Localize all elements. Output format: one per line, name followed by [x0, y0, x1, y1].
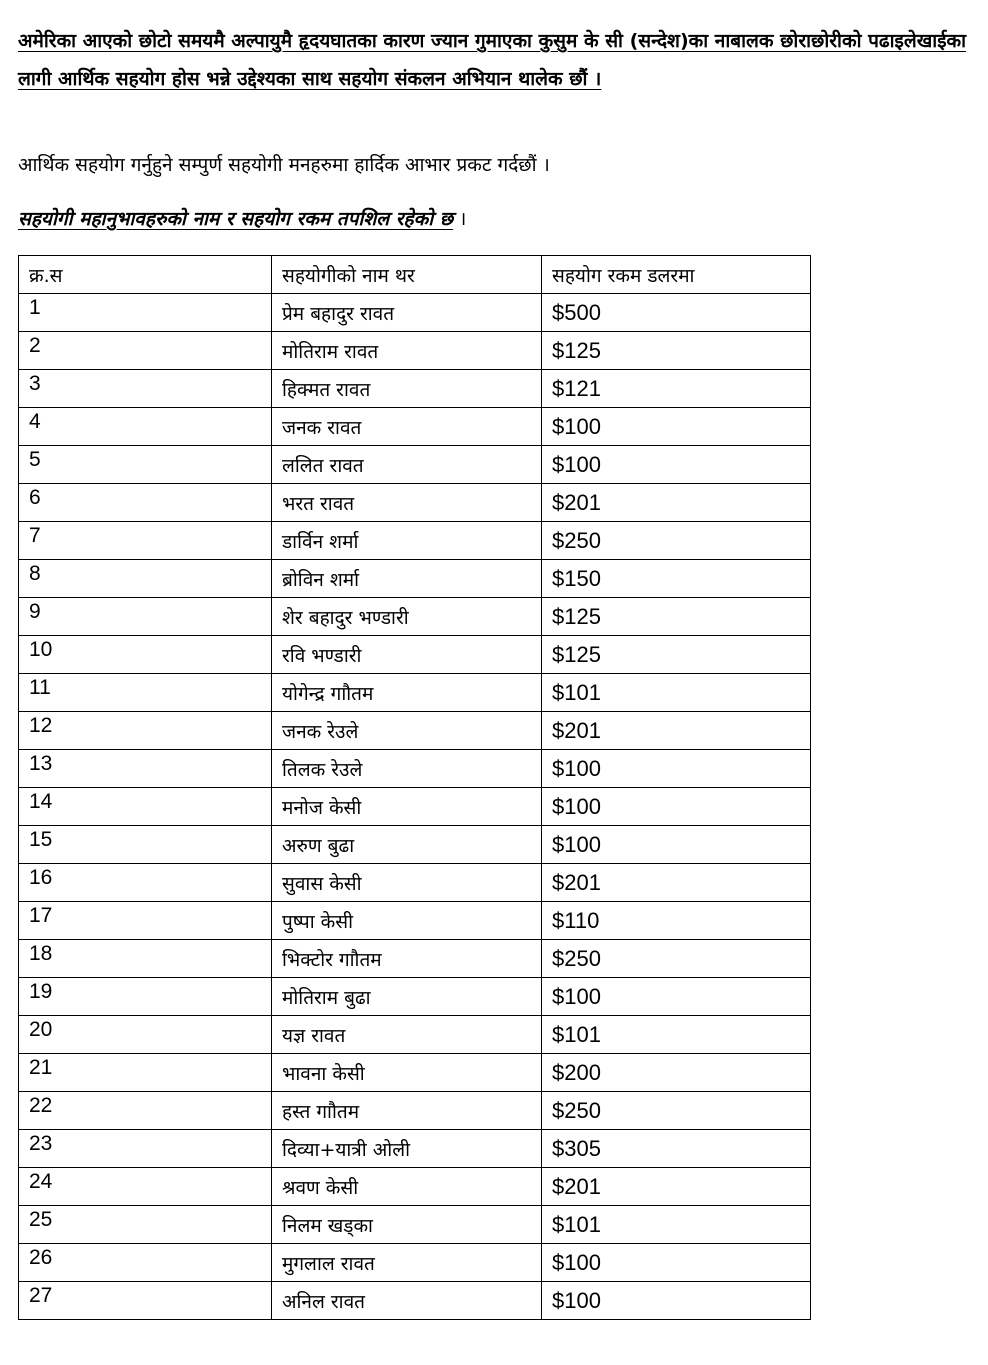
serial-number-cell: 5: [19, 446, 272, 484]
donor-name-cell: यज्ञ रावत: [272, 1016, 542, 1054]
donor-name-cell: शेर बहादुर भण्डारी: [272, 598, 542, 636]
table-row: [19, 522, 811, 560]
donation-amount-cell: $201: [542, 1168, 811, 1206]
donation-amount-cell: $100: [542, 1244, 811, 1282]
donation-amount-cell: $100: [542, 826, 811, 864]
serial-number-cell: 2: [19, 332, 272, 370]
donor-name-cell: तिलक रेउले: [272, 750, 542, 788]
donor-name-cell: जनक रेउले: [272, 712, 542, 750]
donor-name-cell: हिक्मत रावत: [272, 370, 542, 408]
donor-name-cell: मोतिराम बुढा: [272, 978, 542, 1016]
donation-amount-cell: $250: [542, 522, 811, 560]
serial-number-cell: 7: [19, 522, 272, 560]
donation-amount-cell: $101: [542, 674, 811, 712]
donation-amount-cell: $100: [542, 788, 811, 826]
header-serial-number: क्र.स: [19, 256, 272, 294]
donor-name-cell: मुगलाल रावत: [272, 1244, 542, 1282]
donor-name-cell: प्रेम बहादुर रावत: [272, 294, 542, 332]
table-row: [19, 940, 811, 978]
donation-amount-cell: $201: [542, 864, 811, 902]
serial-number-cell: 17: [19, 902, 272, 940]
serial-number-cell: 10: [19, 636, 272, 674]
donation-amount-cell: $101: [542, 1016, 811, 1054]
donor-name-cell: रवि भण्डारी: [272, 636, 542, 674]
table-body: [19, 294, 811, 1320]
donor-name-cell: मोतिराम रावत: [272, 332, 542, 370]
table-row: [19, 1092, 811, 1130]
table-row: [19, 712, 811, 750]
serial-number-cell: 9: [19, 598, 272, 636]
table-row: [19, 1244, 811, 1282]
serial-number-cell: 23: [19, 1130, 272, 1168]
serial-number-cell: 19: [19, 978, 272, 1016]
serial-number-cell: 16: [19, 864, 272, 902]
donation-amount-cell: $100: [542, 1282, 811, 1320]
serial-number-cell: 13: [19, 750, 272, 788]
table-row: [19, 750, 811, 788]
donation-amount-cell: $125: [542, 636, 811, 674]
donation-amount-cell: $305: [542, 1130, 811, 1168]
donation-amount-cell: $100: [542, 446, 811, 484]
serial-number-cell: 18: [19, 940, 272, 978]
table-row: [19, 598, 811, 636]
table-row: [19, 788, 811, 826]
table-header-row: [19, 256, 811, 294]
serial-number-cell: 14: [19, 788, 272, 826]
serial-number-cell: 3: [19, 370, 272, 408]
donor-name-cell: भिक्टोर गाौतम: [272, 940, 542, 978]
donation-amount-cell: $100: [542, 408, 811, 446]
donor-name-cell: पुष्पा केसी: [272, 902, 542, 940]
serial-number-cell: 15: [19, 826, 272, 864]
table-row: [19, 674, 811, 712]
table-row: [19, 408, 811, 446]
donation-amount-cell: $150: [542, 560, 811, 598]
donor-name-cell: निलम खड्का: [272, 1206, 542, 1244]
donation-amount-cell: $250: [542, 940, 811, 978]
table-row: [19, 1206, 811, 1244]
donation-amount-cell: $125: [542, 332, 811, 370]
table-row: [19, 1168, 811, 1206]
serial-number-cell: 22: [19, 1092, 272, 1130]
table-row: [19, 560, 811, 598]
donation-amount-cell: $200: [542, 1054, 811, 1092]
serial-number-cell: 21: [19, 1054, 272, 1092]
donor-name-cell: ब्रोविन शर्मा: [272, 560, 542, 598]
donation-amount-cell: $125: [542, 598, 811, 636]
serial-number-cell: 6: [19, 484, 272, 522]
serial-number-cell: 26: [19, 1244, 272, 1282]
table-heading: [18, 204, 466, 234]
donation-amount-cell: $101: [542, 1206, 811, 1244]
table-row: [19, 446, 811, 484]
intro-paragraph: अमेरिका आएको छोटो समयमै अल्पायुमै हृदयघातका कारण ज्यान गुमाएका कुसुम के सी (सन्देश)का नाबालक छोराछोरीको पढाइलेखाईका लागी आर्थिक सहयोग होस भन्ने उद्देश्यका साथ सहयोग संकलन अभियान थालेक छौं ।: [18, 30, 967, 90]
table-row: [19, 902, 811, 940]
donor-name-cell: मनोज केसी: [272, 788, 542, 826]
table-row: [19, 484, 811, 522]
donor-table: [18, 255, 811, 1320]
table-row: [19, 826, 811, 864]
donation-amount-cell: $121: [542, 370, 811, 408]
donor-name-cell: जनक रावत: [272, 408, 542, 446]
table-row: [19, 1016, 811, 1054]
serial-number-cell: 4: [19, 408, 272, 446]
table-heading-text: सहयोगी महानुभावहरुको नाम र सहयोग रकम तपशिल रहेको छ: [18, 208, 454, 230]
donor-name-cell: दिव्या+यात्री ओली: [272, 1130, 542, 1168]
donor-name-cell: सुवास केसी: [272, 864, 542, 902]
serial-number-cell: 27: [19, 1282, 272, 1320]
table-row: [19, 294, 811, 332]
donor-name-cell: श्रवण केसी: [272, 1168, 542, 1206]
table-row: [19, 1130, 811, 1168]
table-row: [19, 864, 811, 902]
donor-name-cell: अनिल रावत: [272, 1282, 542, 1320]
donation-amount-cell: $250: [542, 1092, 811, 1130]
serial-number-cell: 12: [19, 712, 272, 750]
thanks-paragraph: आर्थिक सहयोग गर्नुहुने सम्पुर्ण सहयोगी मनहरुमा हार्दिक आभार प्रकट गर्दछौं ।: [18, 154, 550, 176]
donation-amount-cell: $110: [542, 902, 811, 940]
table-row: [19, 978, 811, 1016]
table-row: [19, 636, 811, 674]
donation-amount-cell: $201: [542, 712, 811, 750]
serial-number-cell: 1: [19, 294, 272, 332]
donor-name-cell: डार्विन शर्मा: [272, 522, 542, 560]
header-donor-name: सहयोगीको नाम थर: [272, 256, 542, 294]
table-heading-suffix: ।: [453, 208, 467, 230]
donor-name-cell: हस्त गाौतम: [272, 1092, 542, 1130]
donor-name-cell: ललित रावत: [272, 446, 542, 484]
header-donation-amount: सहयोग रकम डलरमा: [542, 256, 811, 294]
donation-amount-cell: $500: [542, 294, 811, 332]
donor-name-cell: अरुण बुढा: [272, 826, 542, 864]
serial-number-cell: 11: [19, 674, 272, 712]
serial-number-cell: 8: [19, 560, 272, 598]
serial-number-cell: 20: [19, 1016, 272, 1054]
donor-name-cell: योगेन्द्र गाौतम: [272, 674, 542, 712]
donation-amount-cell: $100: [542, 750, 811, 788]
donation-amount-cell: $201: [542, 484, 811, 522]
table-row: [19, 370, 811, 408]
table-row: [19, 1054, 811, 1092]
donor-name-cell: भरत रावत: [272, 484, 542, 522]
donor-name-cell: भावना केसी: [272, 1054, 542, 1092]
donation-amount-cell: $100: [542, 978, 811, 1016]
table-row: [19, 1282, 811, 1320]
table-row: [19, 332, 811, 370]
serial-number-cell: 24: [19, 1168, 272, 1206]
serial-number-cell: 25: [19, 1206, 272, 1244]
